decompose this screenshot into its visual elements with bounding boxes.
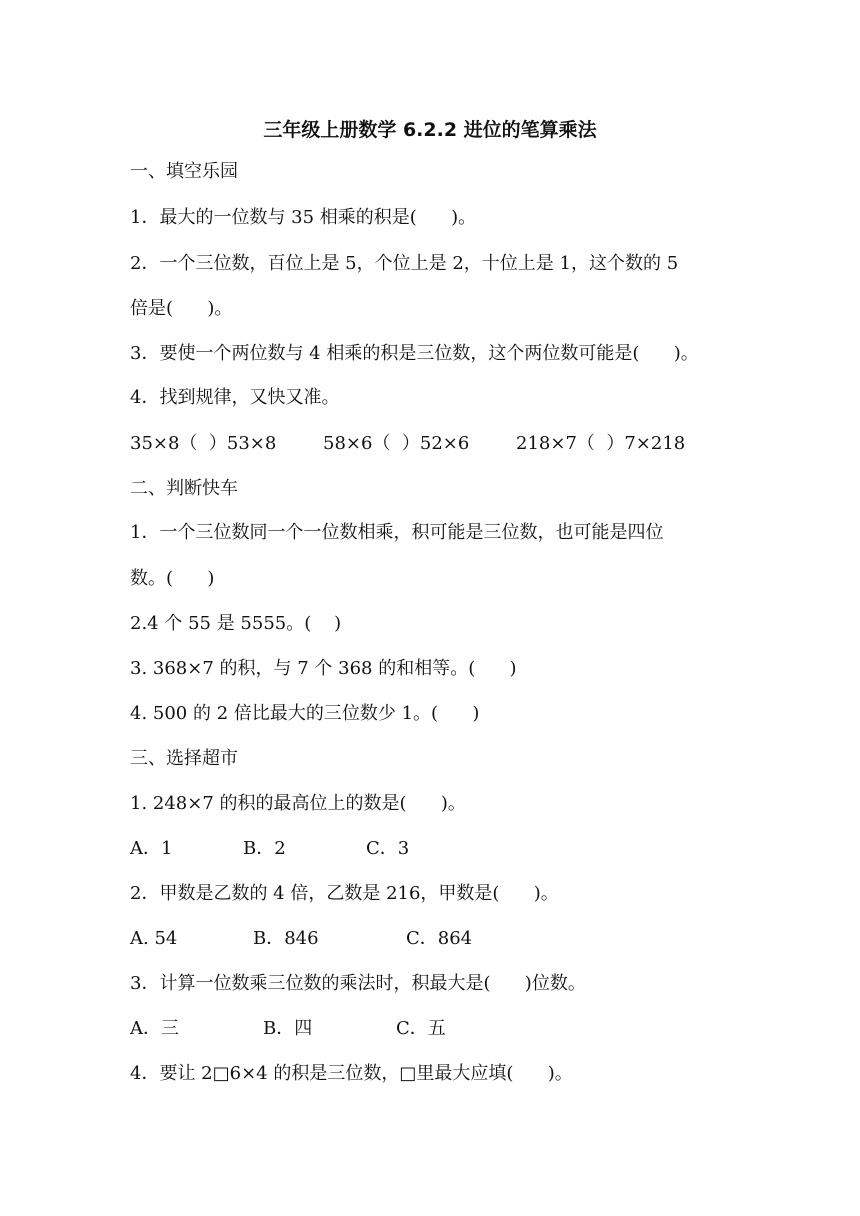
section-3-question-1: 1. 248×7 的积的最高位上的数是( )。 <box>130 793 466 814</box>
section-3-question-2: 2．甲数是乙数的 4 倍，乙数是 216，甲数是( )。 <box>130 883 559 904</box>
section-3-question-3: 3．计算一位数乘三位数的乘法时，积最大是( )位数。 <box>130 973 586 994</box>
section-3-question-2-option-c: C．864 <box>406 928 473 949</box>
comparison-expression-3: 218×7（ ）7×218 <box>516 433 686 454</box>
section-1-question-2-line-1: 2．一个三位数，百位上是 5，个位上是 2，十位上是 1，这个数的 5 <box>130 253 679 274</box>
comparison-expression-1: 35×8（ ）53×8 <box>130 433 277 454</box>
section-3-question-3-option-c: C．五 <box>396 1018 446 1039</box>
section-1-question-4: 4．找到规律，又快又准。 <box>130 387 340 408</box>
section-2-heading: 二、判断快车 <box>130 478 238 499</box>
section-3-heading: 三、选择超市 <box>130 748 238 769</box>
section-3-question-2-option-a: A. 54 <box>130 928 178 949</box>
section-3-question-1-option-c: C．3 <box>366 838 410 859</box>
section-3-question-4: 4．要让 2□6×4 的积是三位数，□里最大应填( )。 <box>130 1063 573 1084</box>
section-3-question-1-option-a: A．1 <box>130 838 173 859</box>
section-2-question-1-line-1: 1．一个三位数同一个一位数相乘，积可能是三位数，也可能是四位 <box>130 522 664 543</box>
section-2-question-1-line-2: 数。( ) <box>130 568 215 589</box>
comparison-expression-2: 58×6（ ）52×6 <box>323 433 470 454</box>
section-2-question-2: 2.4 个 55 是 5555。( ) <box>130 613 342 634</box>
section-3-question-2-option-b: B．846 <box>253 928 319 949</box>
page-title: 三年级上册数学 6.2.2 进位的笔算乘法 <box>263 119 597 141</box>
section-1-question-1: 1．最大的一位数与 35 相乘的积是( )。 <box>130 207 477 228</box>
section-1-question-2-line-2: 倍是( )。 <box>130 298 233 319</box>
section-2-question-3: 3. 368×7 的积，与 7 个 368 的和相等。( ) <box>130 658 517 679</box>
section-3-question-1-option-b: B．2 <box>243 838 286 859</box>
section-3-question-3-option-a: A．三 <box>130 1018 179 1039</box>
section-3-question-3-option-b: B．四 <box>263 1018 313 1039</box>
section-1-heading: 一、填空乐园 <box>130 161 238 182</box>
section-2-question-4: 4. 500 的 2 倍比最大的三位数少 1。( ) <box>130 703 480 724</box>
section-1-question-3: 3．要使一个两位数与 4 相乘的积是三位数，这个两位数可能是( )。 <box>130 343 699 364</box>
